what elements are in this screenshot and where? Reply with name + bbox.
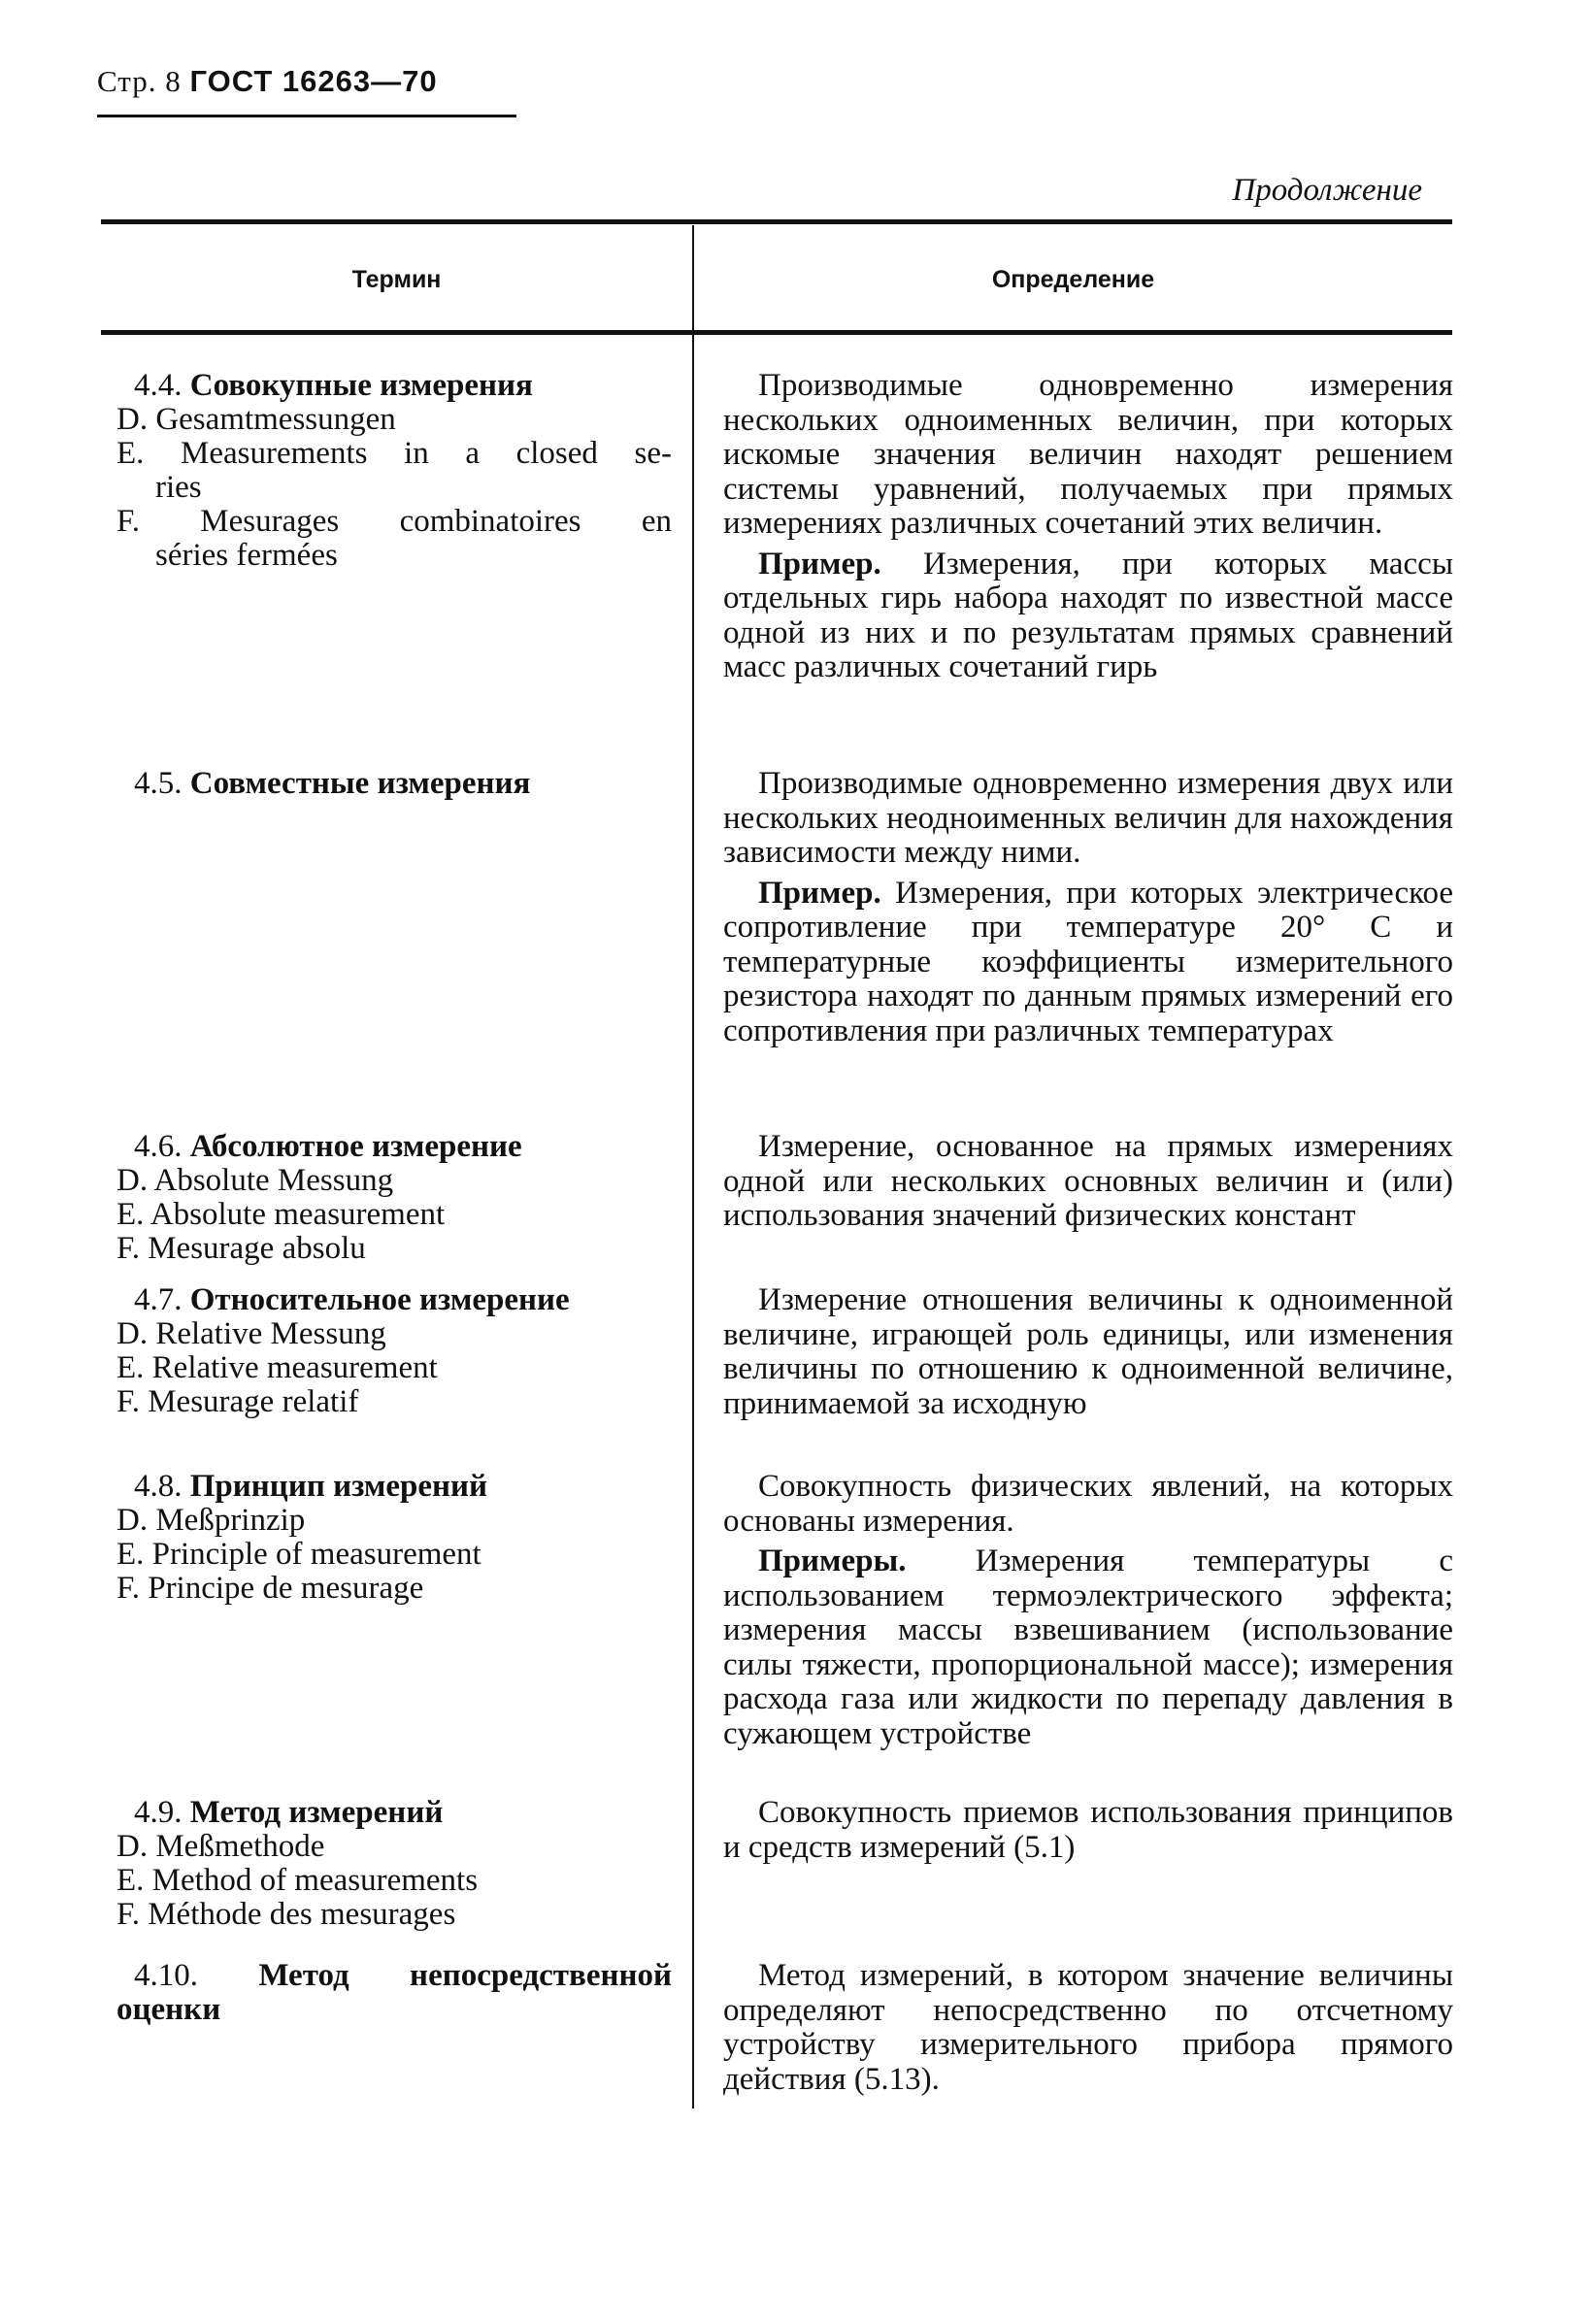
- definition-text: Метод измерений, в котором значение величины определяют непосредственно по отсчетному устройству измерительного прибора прямого действия (5.13).: [723, 1958, 1453, 2097]
- translation-line: D. Meßprinzip: [116, 1503, 306, 1538]
- term-number: 4.10.: [134, 1958, 198, 1993]
- definition-4-9: [723, 1796, 1453, 1871]
- term-number: 4.7.: [134, 1282, 183, 1317]
- term-number: 4.8.: [134, 1469, 183, 1504]
- example-label: Пример.: [758, 875, 881, 911]
- term-name: Относительное измерение: [189, 1282, 570, 1317]
- column-header-term: Термин: [351, 266, 442, 293]
- term-name: Метод непосредственной: [258, 1958, 673, 1993]
- table-header-rule: [101, 330, 1452, 335]
- translation-line: D. Relative Messung: [116, 1316, 386, 1351]
- translation-line: F. Méthode des mesurages: [116, 1897, 456, 1932]
- translation-line: E. Principle of measurement: [116, 1537, 481, 1572]
- term-name: Принцип измерений: [189, 1469, 488, 1504]
- term-name: Совокупные измерения: [189, 368, 533, 403]
- translation-line: E. Absolute measurement: [116, 1197, 446, 1232]
- table-top-rule: [101, 219, 1452, 224]
- definition-4-6: [723, 1130, 1453, 1240]
- example-label: Пример.: [758, 546, 881, 581]
- continuation-label: Продолжение: [1232, 173, 1422, 208]
- translation-line: D. Absolute Messung: [116, 1163, 394, 1198]
- standard-number: ГОСТ 16263—70: [189, 64, 438, 98]
- translation-line: E. Method of measurements: [116, 1863, 479, 1898]
- translation-line: ries: [155, 470, 202, 505]
- translation-line: D. Meßmethode: [116, 1829, 325, 1864]
- translation-line: D. Gesamtmessungen: [116, 402, 396, 437]
- term-number: 4.6.: [134, 1129, 183, 1164]
- example-text: Измерения температуры с использованием термоэлектрического эффекта; измерения массы взвешиванием (использование силы тяжести, пропорциональной массе); измерения расхода газа или жидкости по перепаду давления в сужающем устройстве: [723, 1544, 1454, 1751]
- page-label: Стр. 8: [97, 64, 182, 98]
- definition-text: Производимые одновременно измерения двух или нескольких неодноименных величин для нахождения зависимости между ними.: [723, 766, 1453, 870]
- term-entry-4-5: [116, 767, 672, 801]
- definition-4-5: [723, 767, 1453, 1054]
- term-number: 4.4.: [134, 368, 183, 403]
- example-text: Измерения, при которых массы отдельных гирь набора находят по известной массе одной из них и по результатам прямых сравнений масс различных сочетаний гирь: [723, 546, 1453, 684]
- page-header: [97, 64, 438, 99]
- term-entry-4-10: [116, 1959, 672, 2027]
- translation-line: E. Relative measurement: [116, 1350, 438, 1385]
- term-name: Метод измерений: [189, 1795, 444, 1830]
- translation-line: E. Measurements in a closed se-: [116, 436, 672, 471]
- term-entry-4-8: [116, 1470, 672, 1606]
- definition-text: Измерение, основанное на прямых измерениях одной или нескольких основных величин и (или) использования значений физических констант: [723, 1129, 1453, 1233]
- example-text: Измерения, при которых электрическое сопротивление при температуре 20° С и температурные коэффициенты измерительного резистора находят по данным прямых измерений его сопротивления при различных температурах: [723, 875, 1453, 1048]
- column-header-definition: Определение: [991, 266, 1155, 293]
- definition-4-7: [723, 1283, 1453, 1427]
- definition-text: Измерение отношения величины к одноименной величине, играющей роль единицы, или изменения величины по отношению к одноименной величине, принимаемой за исходную: [723, 1282, 1453, 1421]
- term-name: Совместные измерения: [189, 766, 531, 801]
- term-number: 4.5.: [134, 766, 183, 801]
- translation-line: séries fermées: [155, 538, 338, 573]
- definition-text: Производимые одновременно измерения нескольких одноименных величин, при которых искомые значения величин находят решением системы уравнений, получаемых при прямых измерениях различных сочетаний этих величин.: [723, 368, 1453, 541]
- translation-line: F. Mesurage relatif: [116, 1384, 359, 1419]
- term-name: Абсолютное измерение: [189, 1129, 522, 1164]
- term-entry-4-4: [116, 369, 672, 573]
- definition-text: Совокупность физических явлений, на которых основаны измерения.: [723, 1469, 1453, 1539]
- translation-line: F. Principe de mesurage: [116, 1571, 424, 1606]
- definition-4-4: [723, 369, 1453, 691]
- term-entry-4-9: [116, 1796, 672, 1932]
- example-label: Примеры.: [758, 1544, 907, 1578]
- definition-text: Совокупность приемов использования принципов и средств измерений (5.1): [723, 1795, 1453, 1865]
- term-number: 4.9.: [134, 1795, 183, 1830]
- definition-4-8: [723, 1470, 1453, 1757]
- term-entry-4-6: [116, 1130, 672, 1266]
- header-rule: [97, 115, 516, 117]
- translation-line: F. Mesurage absolu: [116, 1231, 366, 1266]
- definition-4-10: [723, 1959, 1453, 2103]
- translation-line: F. Mesurages combinatoires en: [116, 504, 672, 539]
- term-name-continued: оценки: [116, 1992, 221, 2027]
- column-divider: [692, 225, 694, 2108]
- term-entry-4-7: [116, 1283, 672, 1419]
